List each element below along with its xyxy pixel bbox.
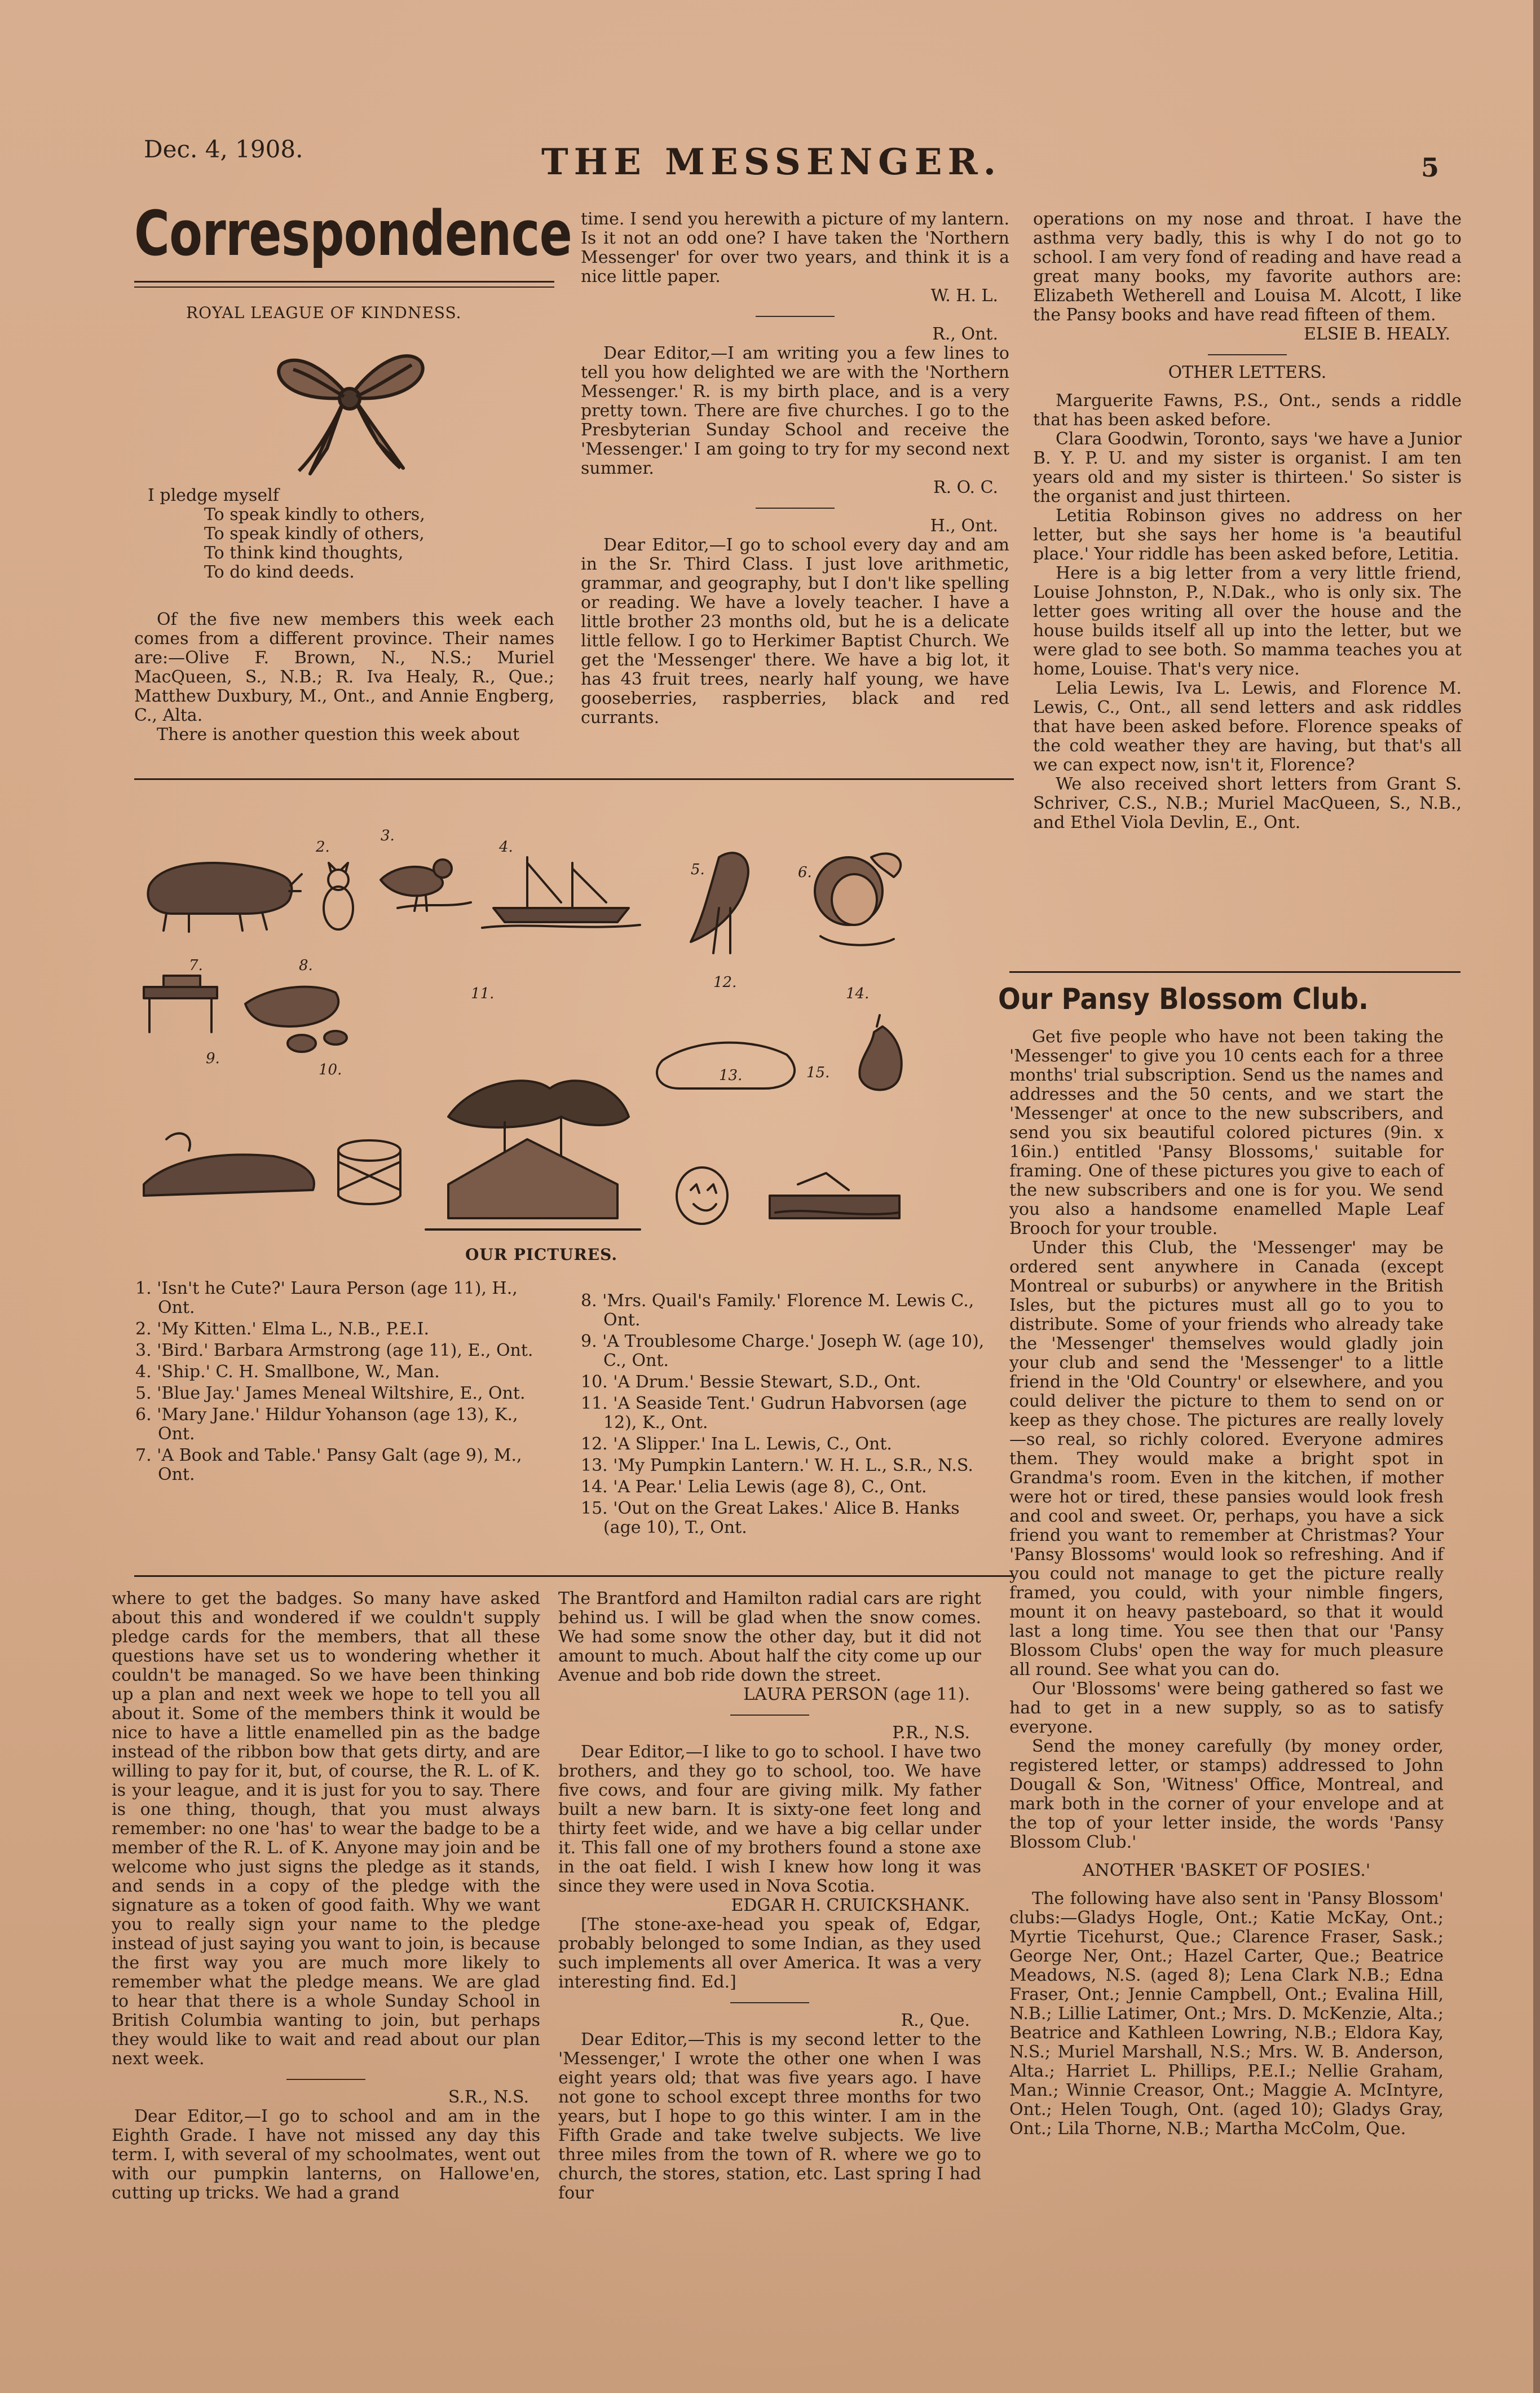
pear-drawing — [859, 1015, 901, 1090]
page-edge — [1533, 0, 1540, 2393]
letter-text: operations on my nose and throat. I have the asthma very badly, this is why I do not go to school. I am very fond of reading and have read a great many books, my favorite authors are: Elizabeth Wetherell and Louisa M. Alcott, I like the Pansy books and have read fifteen of them. — [1033, 209, 1462, 325]
letter-place: R., Que. — [901, 2011, 970, 2030]
title-rule — [134, 281, 554, 283]
column-1-top — [134, 610, 554, 744]
letter-text: Dear Editor,—I go to school every day and am in the Sr. Third Class. I just love arithmetic, grammar, and geography, but I don't like spelling or reading. We have a lovely teacher. I have a little brother 23 months old, but he is a delicate little fellow. I go to Herkimer Baptist Church. We get the 'Messenger' there. We have a big lot, it has 43 fruit trees, nearly half young, we have gooseberries, raspberries, black and red currants. — [581, 535, 1009, 728]
separator — [756, 316, 835, 317]
picture-number: 6. — [798, 864, 812, 881]
mary-jane-drawing — [815, 853, 901, 945]
picture-credit: 2. 'My Kitten.' Elma L., N.B., P.E.I. — [135, 1319, 430, 1339]
picture-credit: 3. 'Bird.' Barbara Armstrong (age 11), E., Ont. — [135, 1341, 533, 1360]
picture-credit: 15. 'Out on the Great Lakes.' Alice B. Hanks (age 10), T., Ont. — [581, 1499, 960, 1537]
separator — [730, 1715, 809, 1716]
picture-credit: 8. 'Mrs. Quail's Family.' Florence M. Lewis C., Ont. — [581, 1291, 974, 1330]
column-2-bottom — [558, 1589, 981, 2203]
newspaper-title: THE MESSENGER. — [541, 141, 1001, 183]
separator — [730, 2002, 809, 2003]
issue-date: Dec. 4, 1908. — [144, 135, 303, 163]
picture-credit: 10. 'A Drum.' Bessie Stewart, S.D., Ont. — [581, 1372, 921, 1392]
editor-note: [The stone-axe-head you speak of, Edgar, probably belonged to some Indian, as they used such implements all over America. It was a very interesting find. Ed.] — [558, 1915, 981, 1992]
letter-text: Dear Editor,—This is my second letter to the 'Messenger,' I wrote the other one when I was eight years old; that was five years ago. I have not gone to school except three months for two years, but I hope to go this winter. I am in the Fifth Grade and take twelve subjects. We live three miles from the town of R. where we go to church, the stores, station, etc. Last spring I had four — [558, 2030, 981, 2203]
picture-number: 7. — [189, 957, 203, 974]
separator — [1208, 354, 1287, 355]
letter-place: H., Ont. — [930, 516, 998, 536]
picture-number: 4. — [499, 839, 513, 856]
picture-number: 5. — [691, 861, 705, 878]
great-lakes-drawing — [770, 1173, 899, 1218]
picture-number: 10. — [319, 1061, 342, 1078]
basket-text: The following have also sent in 'Pansy Blossom' clubs:—Gladys Hogle, Ont.; Katie McKay, Ont.; Myrtie Ticehurst, Que.; Clarence Fraser, Sask.; George Ner, Ont.; Hazel Carter, Que.; Beatrice Meadows, N.S. (aged 8); Lena Clark N.B.; Edna Fraser, Ont.; Jennie Campbell, Ont.; Evalina Hill, N.B.; Lillie Latimer, Ont.; Mrs. D. McKenzie, Alta.; Beatrice and Kathleen Lowring, N.B.; Eldora Kay, N.S.; Muriel Marshall, N.S.; Mrs. W. B. Anderson, Alta.; Harriet L. Phillips, P.E.I.; Nellie Graham, Man.; Winnie Creasor, Ont.; Maggie A. McIntyre, Ont.; Helen Tough, Ont. (aged 10); Gladys Gray, Ont.; Lila Thorne, N.B.; Martha McColm, Que. — [1009, 1889, 1444, 2139]
picture-number: 14. — [846, 985, 870, 1002]
our-pictures-heading: OUR PICTURES. — [465, 1245, 618, 1264]
picture-credit: 4. 'Ship.' C. H. Smallbone, W., Man. — [135, 1362, 440, 1382]
pledge-line: To do kind deeds. — [204, 562, 355, 582]
picture-credit: 5. 'Blue Jay.' James Meneal Wiltshire, E., Ont. — [135, 1383, 526, 1403]
picture-number: 15. — [806, 1064, 830, 1081]
club-paragraph: Get five people who have not been taking the 'Messenger' to give you 10 cents each for a three months' trial subscription. Send us the names and addresses and the 50 cents, and we start the 'Messenger' at once to the new subscribers, and send you six beautiful colored pictures (9in. x 16in.) entitled 'Pansy Blossoms,' suitable for framing. One of these pictures you give to each of the new subscribers and one is for you. We send you also a handsome enamelled Maple Leaf Brooch for your trouble. — [1009, 1027, 1444, 1239]
letter-text: The Brantford and Hamilton radial cars are right behind us. I will be glad when the snow comes. We had some snow the other day, but it did not amount to much. About half the city come up our Avenue and bob ride down the street. — [558, 1589, 981, 1685]
picture-number: 9. — [206, 1050, 220, 1067]
signature: ELSIE B. HEALY. — [1304, 324, 1450, 344]
seaside-tent-drawing — [426, 1081, 640, 1229]
league-heading: ROYAL LEAGUE OF KINDNESS. — [186, 303, 462, 322]
quail-family-drawing — [245, 987, 347, 1052]
letter-place: R., Ont. — [932, 324, 998, 344]
picture-credit: 9. 'A Troublesome Charge.' Joseph W. (age 10), C., Ont. — [581, 1332, 985, 1370]
ribbon-bow-icon — [265, 330, 434, 482]
club-paragraph: Send the money carefully (by money order, registered letter, or stamps) addressed to John Dougall & Son, 'Witness' Office, Montreal, and mark both in the corner of your envelope and at the top of your letter inside, the words 'Pansy Blossom Club.' — [1009, 1737, 1444, 1852]
club-rule — [1009, 971, 1460, 973]
picture-credit: 7. 'A Book and Table.' Pansy Galt (age 9), M., Ont. — [135, 1446, 522, 1484]
other-letter: We also received short letters from Grant S. Schriver, C.S., N.B.; Muriel MacQueen, S., N.B., and Ethel Viola Devlin, E., Ont. — [1033, 774, 1462, 832]
club-paragraph: Under this Club, the 'Messenger' may be ordered sent anywhere in Canada (except Montreal or suburbs) or anywhere in the British Isles, but the pictures must all go to you to distribute. Some of your friends who already take the 'Messenger' themselves would gladly join your club and send the 'Messenger' to a little friend in the 'Old Country' or elsewhere, and you could deliver the picture to them to send on or keep as they chose. The pictures are really lovely—so real, so richly colored. Everyone admires them. They would make a bright spot in Grandma's room. Even in the kitchen, if mother were hot or tired, these pansies would look fresh and cool and sweet. Or, perhaps, you have a sick friend you want to remember at Christmas? Your 'Pansy Blossoms' would look so refreshing. And if you could not manage to get the picture really framed, you could, with your nimble fingers, mount it on heavy pasteboard, so that it would last a long time. You see then that our 'Pansy Blossom Clubs' open the way for much pleasure all round. See what you can do. — [1009, 1238, 1444, 1680]
title-rule-2 — [134, 287, 554, 288]
picture-credit: 14. 'A Pear.' Lelia Lewis (age 8), C., Ont. — [581, 1477, 927, 1497]
picture-credit: 13. 'My Pumpkin Lantern.' W. H. L., S.R., N.S. — [581, 1456, 973, 1475]
letter-text: Dear Editor,—I go to school and am in the Eighth Grade. I have not missed any day this term. I, with several of my schoolmates, went out with our pumpkin lanterns, on Hallowe'en, cutting up tricks. We had a grand — [112, 2106, 540, 2203]
picture-credit: 11. 'A Seaside Tent.' Gudrun Habvorsen (age 12), K., Ont. — [581, 1394, 967, 1433]
question-text: There is another question this week about — [157, 725, 520, 744]
basket-heading: ANOTHER 'BASKET OF POSIES.' — [1082, 1861, 1371, 1880]
pledge-line: To speak kindly to others, — [204, 505, 425, 525]
ship-drawing — [482, 857, 640, 928]
signature: LAURA PERSON (age 11). — [743, 1685, 970, 1704]
section-title: Correspondence — [134, 197, 572, 270]
new-members-text: Of the five new members this week each comes from a different province. Their names are:—Olive F. Brown, N., N.S.; Muriel MacQueen, S., N.B.; R. Iva Healy, R., Que.; Matthew Duxbury, M., Ont., and Annie Engberg, C., Alta. — [134, 610, 554, 725]
column-3-top — [1033, 210, 1462, 832]
picture-number: 13. — [719, 1067, 743, 1084]
picture-number: 12. — [713, 974, 737, 991]
separator — [286, 2079, 365, 2080]
picture-number: 11. — [471, 985, 495, 1002]
signature: R. O. C. — [933, 478, 998, 497]
club-title: Our Pansy Blossom Club. — [998, 982, 1369, 1016]
other-letters-heading: OTHER LETTERS. — [1168, 363, 1327, 382]
picture-credit: 6. 'Mary Jane.' Hildur Yohanson (age 13), K., Ont. — [135, 1405, 518, 1444]
picture-number: 3. — [381, 827, 395, 844]
letter-place: P.R., N.S. — [892, 1723, 970, 1743]
column-2-top — [581, 210, 1009, 728]
bird-drawing — [381, 860, 471, 911]
separator — [756, 508, 835, 509]
pledge — [148, 486, 425, 582]
troublesome-charge-drawing — [144, 1134, 314, 1196]
signature: EDGAR H. CRUICKSHANK. — [731, 1896, 970, 1915]
letter-text: Dear Editor,—I like to go to school. I have two brothers, and they go to school, too. We have five cows, and four are giving milk. My father built a new barn. It is sixty-one feet long and thirty feet wide, and we have a big cellar under it. This fall one of my brothers found a stone axe in the oat field. I wish I knew how long it was since they were used in Nova Scotia. — [558, 1742, 981, 1896]
column-1-bottom — [112, 1589, 540, 2203]
other-letter: Here is a big letter from a very little friend, Louise Johnston, P., N.Dak., who is only six. The letter goes writing all over the house and the house builds itself all up into the letter, but we were glad to see both. So mamma teaches you at home, Louise. That's very nice. — [1033, 563, 1462, 679]
pledge-intro: I pledge myself — [148, 486, 279, 505]
signature: W. H. L. — [930, 286, 998, 306]
section-rule — [134, 778, 1014, 780]
pictures-list-right — [581, 1292, 1001, 1540]
other-letter: Clara Goodwin, Toronto, says 'we have a Junior B. Y. P. U. and my sister is organist. I am ten years old and my sister is thirteen.' So sister is the organist and just thirteen. — [1033, 429, 1462, 506]
other-letter: Lelia Lewis, Iva L. Lewis, and Florence M. Lewis, C., Ont., all send letters and ask riddles that have been asked before. Florence speaks of the cold weather they are having, but that's all we can expect now, isn't it, Florence? — [1033, 678, 1462, 775]
other-letter: Letitia Robinson gives no address on her letter, but she says her home is 'a beautiful place.' Your riddle has been asked before, Letitia. — [1033, 506, 1462, 564]
club-paragraph: Our 'Blossoms' were being gathered so fast we had to get in a new supply, so as to satisfy everyone. — [1009, 1679, 1444, 1737]
badges-text: where to get the badges. So many have asked about this and wondered if we couldn't supply pledge cards for the members, that all these questions have set us to wondering whether it couldn't be managed. So we have been thinking up a plan and next week we hope to tell you all about it. Some of the members think it would be nice to have a little enamelled pin as the badge instead of the ribbon bow that gets dirty, and are willing to pay for it, but, of course, the R. L. of K. is your league, and it is just for you to say. There is one thing, though, that you must always remember: no one 'has' to wear the badge to be a member of the R. L. of K. Anyone may join and be welcome who just signs the pledge as it stands, and sends in a copy of the pledge with the signature as a token of good faith. Why we want you to really sign your name to the pledge instead of just saying you want to join, is because the first way you are much more likely to remember what the pledge means. We are glad to hear that there is a whole Sunday School in British Columbia wanting to join, but perhaps they would like to wait and read about our plan next week. — [112, 1589, 540, 2069]
drum-drawing — [338, 1140, 400, 1204]
kitten-drawing — [324, 863, 353, 929]
picture-number: 2. — [316, 839, 330, 856]
other-letter: Marguerite Fawns, P.S., Ont., sends a riddle that has been asked before. — [1033, 391, 1462, 430]
children-drawings — [133, 823, 1012, 1235]
picture-credit: 1. 'Isn't he Cute?' Laura Person (age 11), H., Ont. — [135, 1279, 518, 1317]
picture-credit: 12. 'A Slipper.' Ina L. Lewis, C., Ont. — [581, 1434, 892, 1454]
pictures-list-left — [135, 1279, 547, 1487]
pig-drawing — [148, 863, 302, 932]
pledge-line: To think kind thoughts, — [204, 543, 404, 563]
letter-place: S.R., N.S. — [448, 2087, 529, 2107]
letter-text: time. I send you herewith a picture of my lantern. Is it not an odd one? I have taken the 'Northern Messenger' for over two years, and think it is a nice little paper. — [581, 209, 1009, 287]
book-table-drawing — [144, 976, 217, 1032]
column-3-club — [1009, 1028, 1444, 2139]
letter-text: Dear Editor,—I am writing you a few lines to tell you how delighted we are with the 'Northern Messenger.' R. is my birth place, and is a very pretty town. There are five churches. I go to the Presbyterian Sunday School and receive the 'Messenger.' I am going to try for my second next summer. — [581, 343, 1009, 478]
pledge-line: To speak kindly of others, — [204, 524, 425, 544]
pumpkin-lantern-drawing — [677, 1167, 727, 1224]
section-rule — [134, 1575, 1014, 1577]
page-number: 5 — [1421, 152, 1440, 183]
picture-number: 8. — [299, 957, 313, 974]
